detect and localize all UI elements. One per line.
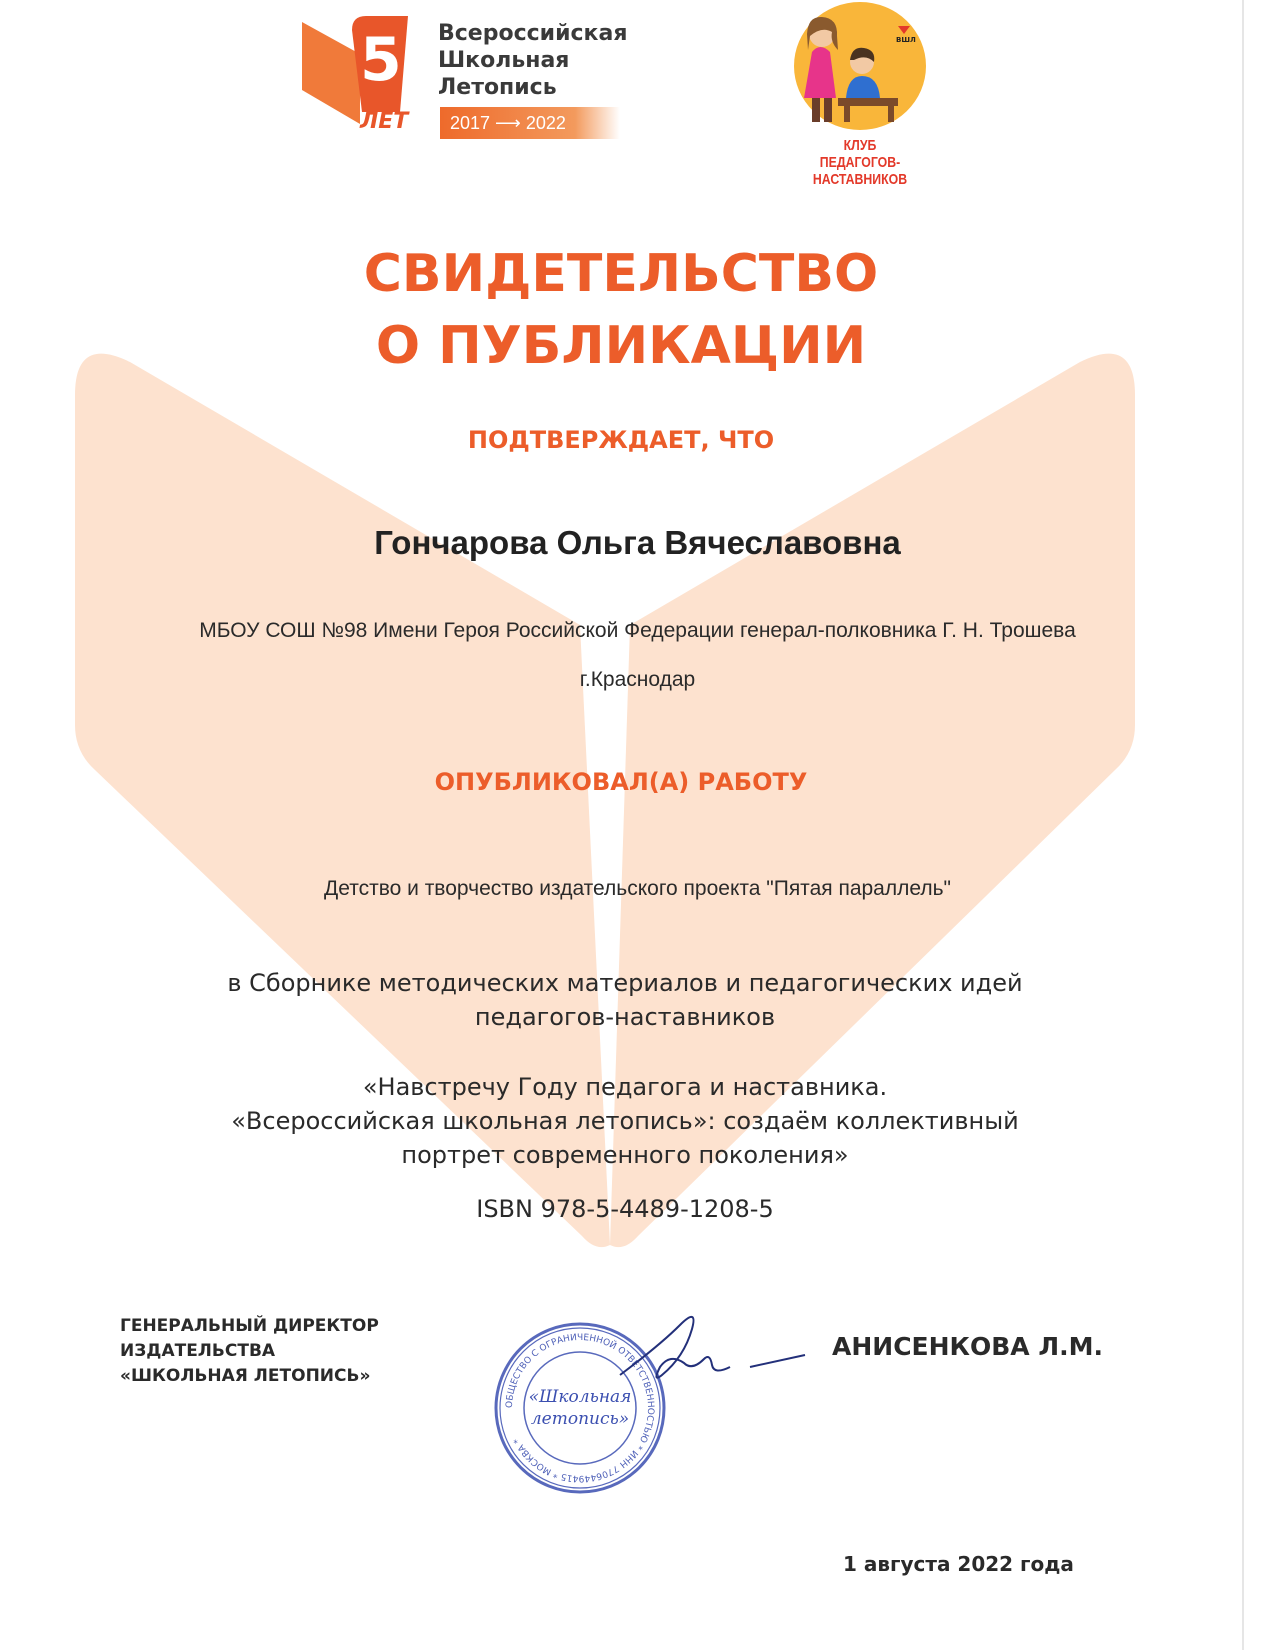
published-label: ОПУБЛИКОВАЛ(А) РАБОТУ (434, 768, 808, 796)
teacher-student-icon (782, 2, 938, 134)
confirms-label: ПОДТВЕРЖДАЕТ, ЧТО (467, 426, 775, 454)
city-text: г.Краснодар (579, 668, 696, 691)
logo-years: 2017 ⟶ 2022 (440, 107, 620, 139)
club-caption (786, 137, 934, 188)
book-title-line2: «Всероссийская школьная летопись»: создаём коллективный (231, 1107, 1019, 1135)
work-title: Детство и творчество издательского проекта "Пятая параллель" (323, 877, 952, 900)
recipient-name: Гончарова Ольга Вячеславовна (374, 524, 901, 561)
stamp-center-line2: летопись» (530, 1409, 630, 1429)
signer-position (120, 1314, 379, 1389)
collection-line2: педагогов-наставников (474, 1003, 776, 1031)
club-caption-line2: ПЕДАГОГОВ-НАСТАВНИКОВ (812, 154, 908, 188)
isbn-text: ISBN 978-5-4489-1208-5 (476, 1195, 774, 1223)
handwritten-signature (600, 1305, 820, 1415)
certificate-title-line1: СВИДЕТЕЛЬСТВО (363, 244, 879, 304)
signer-position-line3: «ШКОЛЬНАЯ ЛЕТОПИСЬ» (120, 1366, 371, 1386)
club-caption-line1: КЛУБ (843, 137, 877, 154)
logo-title-line2: Школьная (438, 48, 570, 73)
collection-line1: в Сборнике методических материалов и педагогических идей (227, 969, 1023, 997)
book-five-icon (300, 12, 430, 132)
club-logo (770, 0, 950, 188)
club-badge-text: ВШЛ (896, 36, 916, 44)
logo-years-word: ЛЕТ (360, 109, 409, 132)
book-title-line1: «Навстречу Году педагога и наставника. (362, 1073, 888, 1101)
logo-title-line3: Летопись (438, 75, 557, 100)
signer-name: АНИСЕНКОВА Л.М. (832, 1332, 1103, 1361)
organization-text: МБОУ СОШ №98 Имени Героя Российской Федерации генерал-полковника Г. Н. Трошева (199, 619, 1076, 642)
issue-date: 1 августа 2022 года (843, 1552, 1074, 1576)
certificate-title (0, 238, 1242, 382)
book-title-line3: портрет современного поколения» (401, 1141, 849, 1169)
certificate-title-line2: О ПУБЛИКАЦИИ (375, 316, 867, 376)
signer-position-line1: ГЕНЕРАЛЬНЫЙ ДИРЕКТОР (120, 1316, 379, 1336)
stamp-ring-text: ОБЩЕСТВО С ОГРАНИЧЕННОЙ ОТВЕТСТВЕННОСТЬЮ * ИНН 7706449415 * МОСКВА * (504, 1332, 656, 1484)
logo-title-line1: Всероссийская (438, 21, 628, 46)
collection-description (0, 966, 1250, 1034)
book-title (0, 1070, 1250, 1172)
anniversary-logo (300, 12, 660, 147)
signer-position-line2: ИЗДАТЕЛЬСТВА (120, 1341, 276, 1361)
logo-five: 5 (360, 25, 402, 95)
logo-title (438, 20, 627, 101)
stamp-center-line1: «Школьная (528, 1387, 632, 1407)
page-edge-line (1242, 0, 1244, 1650)
